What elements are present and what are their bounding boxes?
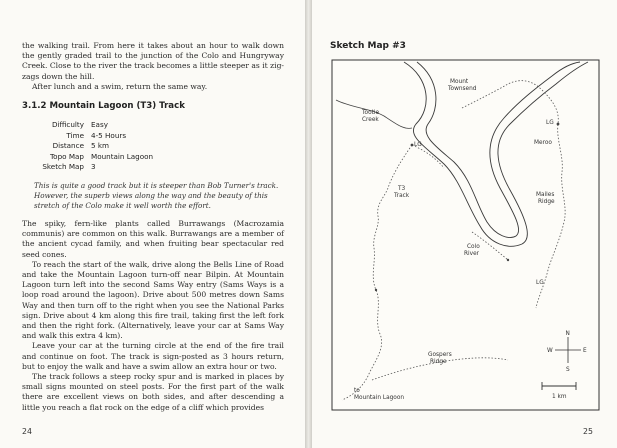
paragraph-after-lunch: After lunch and a swim, return the same way. (32, 81, 208, 91)
right-page (312, 0, 617, 448)
section-heading: 3.1.2 Mountain Lagoon (T3) Track (22, 101, 185, 111)
scale-label: 1 km (552, 394, 567, 400)
paragraph-burrawangs: The spiky, fern-like plants called Burrawangs (Macrozamia communis) are common on this walk. Burrawangs are a member of the ancient cycad family, and when fruiting bear spectacular red seed cones. (22, 219, 284, 259)
label-townsend: Townsend (448, 86, 477, 92)
label-lg-1: LG (414, 142, 422, 148)
paragraph-track: The track follows a steep rocky spur and is marked in places by small signs mounted on steel posts. For the first part of the walk there are excellent views on both sides, and after descending a little you reach a flat rock on the edge of a cliff which provides (22, 372, 284, 412)
label-lg-3: LG (536, 280, 544, 286)
paragraph-start: To reach the start of the walk, drive along the Bells Line of Road and take the Mountain Lagoon turn-off near Bilpin. At Mountain Lagoon turn left into the second Sams Way entry (Sams Ways is a loop road around the lagoon). Drive about 500 metres down Sams Way and then turn off to the right when you see the National Parks sign. Drive about 4 km along this fire trail, taking first the left fork and then the right fork. (Alternatively, leave your car at Sams Way and walk this extra 4 km). (22, 259, 284, 341)
fact-value: 3 (91, 162, 96, 172)
compass-s: S (566, 367, 570, 373)
compass-e: E (583, 348, 587, 354)
book-gutter (305, 0, 312, 448)
left-page (0, 0, 305, 448)
label-track: Track (394, 193, 410, 199)
label-t3: T3 (398, 186, 406, 192)
fact-label: Difficulty (51, 120, 84, 129)
label-gospers: Gospers (428, 352, 452, 358)
label-lg-2: LG (546, 120, 554, 126)
text-block-top (22, 41, 284, 92)
page-number-right: 25 (583, 427, 593, 436)
label-tootie: Tootie (362, 110, 380, 116)
label-ridge: Ridge (538, 199, 555, 205)
fact-value: Easy (91, 120, 108, 129)
fact-value: 5 km (91, 141, 110, 151)
label-gospers-ridge: Ridge (430, 359, 447, 365)
page-number-left: 24 (22, 427, 32, 436)
label-mountain-lagoon: Mountain Lagoon (354, 395, 405, 401)
fact-row (30, 131, 153, 142)
label-creek: Creek (362, 117, 379, 123)
sketch-map (312, 0, 617, 448)
fact-label: Sketch Map (42, 162, 84, 172)
label-meroo: Meroo (534, 140, 552, 146)
fact-label: Topo Map (50, 151, 84, 161)
paragraph-leave-car: Leave your car at the turning circle at the end of the fire trail and continue on foot. The track is sign-posted as 3 hours return, but to enjoy the walk and have a swim allow an extra hour or two. (22, 341, 284, 371)
label-river: River (464, 251, 480, 257)
label-colo: Colo (467, 244, 480, 250)
fact-row (30, 141, 153, 152)
fact-label: Distance (52, 141, 84, 151)
map-title: Sketch Map #3 (330, 41, 406, 51)
paragraph-walking-trail: the walking trail. From here it takes about an hour to walk down the gently graded trail to the junction of the Colo and Hungryway Creek. Close to the river the track becomes a little steeper as it zig-zags down the hill. (22, 41, 284, 81)
fact-value: 4-5 Hours (91, 130, 127, 140)
intro-italic: This is quite a good track but it is steeper than Bob Turner's track. However, the superb views along the way and the beauty of this stretch of the Colo make it well worth the effort. (34, 181, 279, 211)
compass-n: N (565, 331, 570, 337)
fact-label: Time (66, 130, 84, 140)
fact-row (30, 162, 153, 173)
facts-table (30, 120, 153, 173)
fact-row (30, 152, 153, 163)
fact-value: Mountain Lagoon (91, 151, 154, 161)
fact-row (30, 120, 153, 131)
compass-w: W (547, 348, 553, 354)
label-mount: Mount (450, 79, 469, 85)
label-to: to (354, 388, 360, 394)
text-block-main (22, 219, 284, 413)
label-mailes: Mailes (536, 192, 555, 198)
